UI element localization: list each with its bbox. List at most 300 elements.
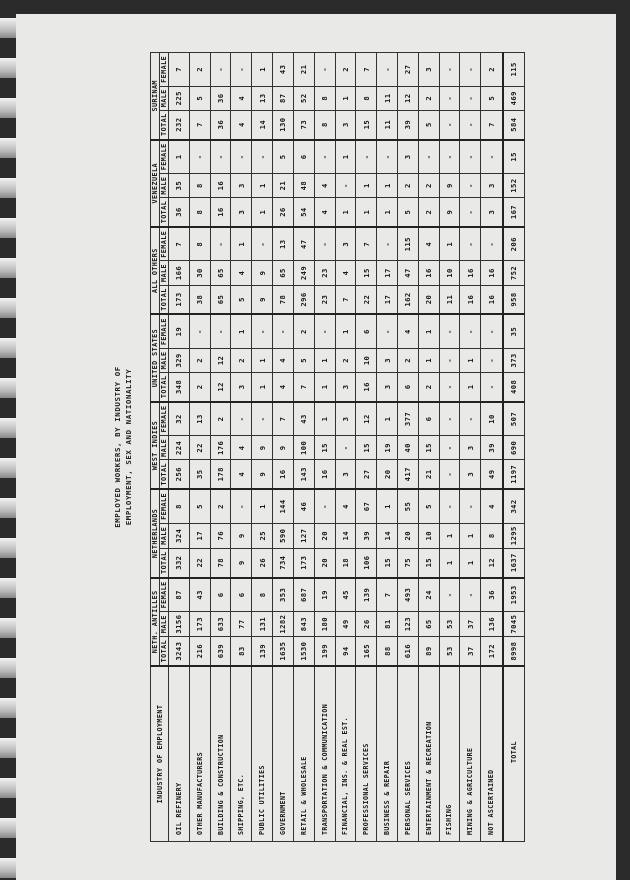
cell-value: 8 (189, 174, 210, 198)
cell-value: - (439, 489, 460, 523)
cell-value: 7 (377, 578, 398, 612)
cell-value: 10 (356, 348, 377, 372)
cell-value: - (481, 227, 503, 261)
row-label: GOVERNMENT (273, 666, 294, 842)
cell-value: 23 (314, 285, 335, 314)
cell-value: 3156 (169, 612, 190, 637)
row-label: TOTAL (503, 666, 525, 842)
cell-value: 36 (210, 110, 231, 139)
cell-value: 127 (293, 523, 314, 548)
cell-value: 1 (252, 53, 273, 87)
cell-value: - (481, 372, 503, 401)
title-line-2: EMPLOYMENT, SEX AND NATIONALITY (124, 368, 133, 526)
cell-value: 115 (503, 53, 525, 87)
cell-value: 4 (273, 348, 294, 372)
cell-value: 83 (231, 637, 252, 666)
cell-value: 65 (418, 612, 439, 637)
cell-value: 225 (169, 86, 190, 110)
cell-value: 144 (273, 489, 294, 523)
table-row (231, 53, 252, 842)
sub-header-male: MALE (160, 612, 169, 637)
table-row (439, 53, 460, 842)
cell-value: 590 (273, 523, 294, 548)
cell-value: 1 (252, 348, 273, 372)
cell-value: 78 (273, 285, 294, 314)
cell-value: 115 (397, 227, 418, 261)
cell-value: - (314, 227, 335, 261)
cell-value: 2 (418, 86, 439, 110)
group-header: ALL OTHERS (151, 227, 160, 314)
cell-value: 14 (335, 523, 356, 548)
cell-value: - (439, 402, 460, 436)
cell-value: 167 (503, 198, 525, 227)
cell-value: 9 (252, 436, 273, 460)
cell-value: 9 (252, 460, 273, 489)
cell-value: 16 (460, 261, 481, 285)
cell-value: 2 (335, 53, 356, 87)
sub-header-total: TOTAL (160, 110, 169, 139)
cell-value: 8 (189, 227, 210, 261)
cell-value: 1 (314, 402, 335, 436)
cell-value: 1 (169, 140, 190, 174)
cell-value: 373 (503, 348, 525, 372)
cell-value: 7 (273, 402, 294, 436)
cell-value: 8 (189, 198, 210, 227)
cell-value: 843 (293, 612, 314, 637)
row-label: FISHING (439, 666, 460, 842)
cell-value: 7 (356, 53, 377, 87)
table-row (273, 53, 294, 842)
cell-value: 1 (460, 523, 481, 548)
cell-value: 88 (377, 637, 398, 666)
cell-value: 143 (293, 460, 314, 489)
cell-value: 4 (231, 86, 252, 110)
cell-value: 408 (503, 372, 525, 401)
cell-value: 507 (503, 402, 525, 436)
cell-value: 16 (314, 460, 335, 489)
cell-value: 166 (169, 261, 190, 285)
cell-value: 1 (252, 489, 273, 523)
cell-value: 15 (503, 140, 525, 174)
cell-value: 353 (273, 578, 294, 612)
cell-value: 13 (273, 227, 294, 261)
cell-value: - (189, 140, 210, 174)
table-row (314, 53, 335, 842)
cell-value: 1 (252, 174, 273, 198)
table-row (460, 53, 481, 842)
cell-value: 332 (169, 548, 190, 577)
cell-value: - (210, 314, 231, 348)
cell-value: 15 (418, 436, 439, 460)
cell-value: 139 (252, 637, 273, 666)
title-line-1: EMPLOYED WORKERS, BY INDUSTRY OF (113, 366, 122, 528)
row-label: OIL REFINERY (169, 666, 190, 842)
cell-value: 16 (273, 460, 294, 489)
cell-value: - (439, 460, 460, 489)
cell-value: - (231, 402, 252, 436)
cell-value: 26 (273, 198, 294, 227)
cell-value: 15 (356, 110, 377, 139)
cell-value: 1 (335, 198, 356, 227)
cell-value: 36 (169, 198, 190, 227)
cell-value: 19 (377, 436, 398, 460)
cell-value: 5 (293, 348, 314, 372)
cell-value: 1635 (273, 637, 294, 666)
cell-value: - (377, 314, 398, 348)
cell-value: 4 (481, 489, 503, 523)
cell-value: 8 (314, 110, 335, 139)
cell-value: 5 (189, 86, 210, 110)
cell-value: 1 (377, 198, 398, 227)
cell-value: 15 (377, 548, 398, 577)
cell-value: 7 (293, 372, 314, 401)
cell-value: 3 (335, 372, 356, 401)
group-header: WEST INDIES (151, 402, 160, 489)
cell-value: 53 (439, 612, 460, 637)
cell-value: 35 (503, 314, 525, 348)
sub-header-total: TOTAL (160, 637, 169, 666)
sub-header-female: FEMALE (160, 140, 169, 174)
cell-value: - (439, 436, 460, 460)
table-row (293, 53, 314, 842)
cell-value: 7 (169, 53, 190, 87)
cell-value: 178 (210, 460, 231, 489)
cell-value: - (460, 314, 481, 348)
cell-value: 32 (169, 402, 190, 436)
total-row (503, 53, 525, 842)
cell-value: 3 (418, 53, 439, 87)
cell-value: - (314, 314, 335, 348)
cell-value: 329 (169, 348, 190, 372)
cell-value: 52 (293, 86, 314, 110)
cell-value: 21 (293, 53, 314, 87)
cell-value: 3 (335, 110, 356, 139)
sub-header-female: FEMALE (160, 489, 169, 523)
cell-value: 7 (169, 227, 190, 261)
cell-value: 35 (189, 460, 210, 489)
cell-value: 2 (210, 489, 231, 523)
cell-value: 7 (335, 285, 356, 314)
cell-value: - (460, 140, 481, 174)
sub-header-female: FEMALE (160, 314, 169, 348)
cell-value: 2 (189, 372, 210, 401)
cell-value: 6 (293, 140, 314, 174)
cell-value: 46 (293, 489, 314, 523)
sub-header-male: MALE (160, 348, 169, 372)
cell-value: 15 (418, 548, 439, 577)
cell-value: 1 (439, 523, 460, 548)
cell-value: - (314, 53, 335, 87)
cell-value: 3 (377, 372, 398, 401)
cell-value: 27 (397, 53, 418, 87)
cell-value: 67 (356, 489, 377, 523)
row-label: ENTERTAINMENT & RECREATION (418, 666, 439, 842)
cell-value: 27 (356, 460, 377, 489)
cell-value: 131 (252, 612, 273, 637)
cell-value: 77 (231, 612, 252, 637)
sub-header-female: FEMALE (160, 402, 169, 436)
cell-value: 4 (397, 314, 418, 348)
cell-value: 12 (397, 86, 418, 110)
cell-value: 1 (335, 86, 356, 110)
cell-value: 3 (481, 198, 503, 227)
cell-value: - (377, 227, 398, 261)
row-label: BUILDING & CONSTRUCTION (210, 666, 231, 842)
cell-value: 3 (481, 174, 503, 198)
cell-value: 687 (293, 578, 314, 612)
cell-value: 5 (397, 198, 418, 227)
cell-value: - (418, 140, 439, 174)
cell-value: 4 (273, 372, 294, 401)
cell-value: 15 (356, 261, 377, 285)
cell-value: 48 (293, 174, 314, 198)
cell-value: - (481, 314, 503, 348)
cell-value: 45 (335, 578, 356, 612)
cell-value: 1953 (503, 578, 525, 612)
group-header: VENEZUELA (151, 140, 160, 227)
cell-value: 1 (356, 174, 377, 198)
cell-value: 39 (356, 523, 377, 548)
cell-value: 173 (293, 548, 314, 577)
sub-header-male: MALE (160, 174, 169, 198)
cell-value: 13 (252, 86, 273, 110)
cell-value: 1 (252, 198, 273, 227)
cell-value: - (377, 53, 398, 87)
row-label: MINING & AGRICULTURE (460, 666, 481, 842)
cell-value: 1 (231, 314, 252, 348)
cell-value: 216 (189, 637, 210, 666)
cell-value: 734 (273, 548, 294, 577)
cell-value: 6 (210, 578, 231, 612)
cell-value: 2 (418, 174, 439, 198)
cell-value: 1 (460, 548, 481, 577)
cell-value: 1 (439, 548, 460, 577)
cell-value: 43 (273, 53, 294, 87)
cell-value: 10 (481, 402, 503, 436)
cell-value: 3 (231, 174, 252, 198)
cell-value: 11 (377, 86, 398, 110)
cell-value: 162 (397, 285, 418, 314)
cell-value: 224 (169, 436, 190, 460)
cell-value: 1 (377, 174, 398, 198)
group-header: UNITED STATES (151, 314, 160, 401)
cell-value: 76 (210, 523, 231, 548)
cell-value: - (273, 314, 294, 348)
cell-value: - (231, 140, 252, 174)
row-label: PUBLIC UTILITIES (252, 666, 273, 842)
table-row (377, 53, 398, 842)
cell-value: - (210, 227, 231, 261)
group-header: NETHERLANDS (151, 489, 160, 577)
cell-value: - (439, 348, 460, 372)
cell-value: 15 (314, 436, 335, 460)
cell-value: 20 (314, 523, 335, 548)
cell-value: 6 (397, 372, 418, 401)
table-row (356, 53, 377, 842)
cell-value: 1197 (503, 460, 525, 489)
cell-value: 1 (439, 227, 460, 261)
cell-value: 55 (397, 489, 418, 523)
cell-value: 1 (460, 348, 481, 372)
stub-header: INDUSTRY OF EMPLOYMENT (151, 666, 169, 842)
cell-value: 1295 (503, 523, 525, 548)
cell-value: - (252, 140, 273, 174)
cell-value: - (460, 110, 481, 139)
cell-value: 584 (503, 110, 525, 139)
cell-value: 43 (189, 578, 210, 612)
cell-value: 49 (335, 612, 356, 637)
cell-value: 36 (481, 578, 503, 612)
table-row (189, 53, 210, 842)
cell-value: 296 (293, 285, 314, 314)
cell-value: 1 (231, 227, 252, 261)
cell-value: 20 (418, 285, 439, 314)
cell-value: - (481, 348, 503, 372)
cell-value: 232 (169, 110, 190, 139)
cell-value: 6 (231, 578, 252, 612)
cell-value: 752 (503, 261, 525, 285)
cell-value: 469 (503, 86, 525, 110)
cell-value: 324 (169, 523, 190, 548)
cell-value: 8998 (503, 637, 525, 666)
cell-value: 47 (293, 227, 314, 261)
row-label: FINANCIAL, INS. & REAL EST. (335, 666, 356, 842)
row-label: OTHER MANUFACTURERS (189, 666, 210, 842)
group-header: SURINAM (151, 53, 160, 140)
cell-value: 16 (210, 174, 231, 198)
cell-value: - (439, 53, 460, 87)
cell-value: 2 (189, 348, 210, 372)
cell-value: 16 (481, 261, 503, 285)
cell-value: - (460, 198, 481, 227)
sub-header-male: MALE (160, 436, 169, 460)
cell-value: - (460, 489, 481, 523)
cell-value: - (252, 227, 273, 261)
table-row (210, 53, 231, 842)
cell-value: 176 (210, 436, 231, 460)
cell-value: 73 (293, 110, 314, 139)
cell-value: 6 (418, 402, 439, 436)
cell-value: 1 (418, 314, 439, 348)
cell-value: 172 (481, 637, 503, 666)
cell-value: - (460, 227, 481, 261)
cell-value: 19 (314, 578, 335, 612)
cell-value: 20 (314, 548, 335, 577)
cell-value: 5 (189, 489, 210, 523)
cell-value: 13 (189, 402, 210, 436)
cell-value: 37 (460, 612, 481, 637)
cell-value: 78 (210, 548, 231, 577)
cell-value: 9 (252, 261, 273, 285)
cell-value: 4 (231, 460, 252, 489)
cell-value: 43 (293, 402, 314, 436)
cell-value: 1282 (273, 612, 294, 637)
cell-value: 1530 (293, 637, 314, 666)
cell-value: - (460, 53, 481, 87)
cell-value: - (335, 174, 356, 198)
cell-value: 10 (418, 523, 439, 548)
cell-value: 23 (314, 261, 335, 285)
cell-value: 7 (189, 110, 210, 139)
cell-value: 9 (252, 285, 273, 314)
sub-header-female: FEMALE (160, 227, 169, 261)
cell-value: 123 (397, 612, 418, 637)
cell-value: 81 (377, 612, 398, 637)
cell-value: 89 (418, 637, 439, 666)
cell-value: 4 (314, 198, 335, 227)
cell-value: 30 (189, 261, 210, 285)
cell-value: 17 (377, 261, 398, 285)
cell-value: 37 (460, 637, 481, 666)
cell-value: - (252, 402, 273, 436)
cell-value: 16 (356, 372, 377, 401)
cell-value: 1637 (503, 548, 525, 577)
sub-header-male: MALE (160, 523, 169, 548)
cell-value: 14 (252, 110, 273, 139)
cell-value: - (231, 53, 252, 87)
sub-header-male: MALE (160, 86, 169, 110)
cell-value: 22 (189, 548, 210, 577)
cell-value: 26 (252, 548, 273, 577)
cell-value: 11 (439, 285, 460, 314)
cell-value: 3 (397, 140, 418, 174)
cell-value: 4 (335, 261, 356, 285)
cell-value: 9 (439, 198, 460, 227)
cell-value: 21 (418, 460, 439, 489)
cell-value: 1 (460, 372, 481, 401)
sub-header-male: MALE (160, 261, 169, 285)
cell-value: 16 (481, 285, 503, 314)
cell-value: 87 (169, 578, 190, 612)
cell-value: 4 (418, 227, 439, 261)
cell-value: 2 (210, 402, 231, 436)
cell-value: - (481, 140, 503, 174)
cell-value: 256 (169, 460, 190, 489)
cell-value: 2 (189, 53, 210, 87)
cell-value: 5 (418, 489, 439, 523)
cell-value: - (460, 402, 481, 436)
cell-value: 2 (418, 372, 439, 401)
cell-value: 75 (397, 548, 418, 577)
cell-value: 8 (356, 86, 377, 110)
cell-value: 39 (481, 436, 503, 460)
cell-value: 249 (293, 261, 314, 285)
cell-value: 2 (231, 348, 252, 372)
cell-value: - (189, 314, 210, 348)
employment-table (150, 52, 525, 842)
cell-value: 3 (231, 198, 252, 227)
cell-value: - (439, 578, 460, 612)
cell-value: 12 (210, 372, 231, 401)
cell-value: 12 (210, 348, 231, 372)
cell-value: 4 (231, 436, 252, 460)
cell-value: 21 (273, 174, 294, 198)
cell-value: 94 (335, 637, 356, 666)
row-label: TRANSPORTATION & COMMUNICATION (314, 666, 335, 842)
cell-value: 39 (397, 110, 418, 139)
cell-value: - (439, 140, 460, 174)
cell-value: 100 (293, 436, 314, 460)
cell-value: 11 (377, 110, 398, 139)
cell-value: 1 (335, 140, 356, 174)
table-row (481, 53, 503, 842)
cell-value: 3 (377, 348, 398, 372)
rotated-table-container (113, 52, 525, 842)
cell-value: 19 (169, 314, 190, 348)
cell-value: 633 (210, 612, 231, 637)
cell-value: 40 (397, 436, 418, 460)
sub-header-total: TOTAL (160, 372, 169, 401)
